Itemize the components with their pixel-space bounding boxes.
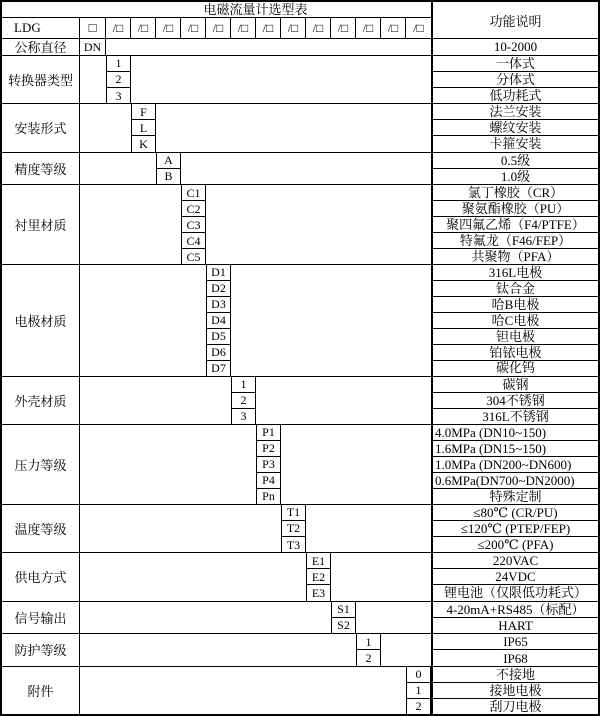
spacer xyxy=(381,634,431,666)
code-column xyxy=(106,56,131,103)
desc-cell: 哈B电极 xyxy=(433,297,598,313)
spacer xyxy=(80,377,231,424)
model-slot-cell: /□ xyxy=(231,18,256,38)
code-cell: C1 xyxy=(182,185,205,201)
code-cell: 3 xyxy=(115,88,122,103)
spacer xyxy=(80,185,181,264)
section-nominal-diameter xyxy=(2,38,598,55)
desc-cell: 锂电池（仅限低功耗式） xyxy=(443,585,587,601)
code-cell: 3 xyxy=(240,409,247,424)
description-column xyxy=(431,185,598,264)
desc-cell: 特氟龙（F46/FEP） xyxy=(433,233,598,249)
code-column xyxy=(156,153,181,185)
code-cell: T3 xyxy=(286,537,301,552)
code-cell: P4 xyxy=(257,473,280,489)
spacer xyxy=(80,553,306,600)
section-accessories xyxy=(2,666,598,714)
section-installation-type xyxy=(2,103,598,151)
model-prefix: LDG xyxy=(2,18,80,38)
code-column xyxy=(80,39,106,55)
desc-cell: 碳钢 xyxy=(433,377,598,393)
code-cell: P2 xyxy=(257,441,280,457)
desc-cell: 0.6MPa(DN700~DN2000) xyxy=(433,473,598,489)
code-cell: C5 xyxy=(186,249,201,264)
desc-cell: 304不锈钢 xyxy=(433,393,598,409)
table-header xyxy=(2,2,598,38)
desc-cell: 铂铱电极 xyxy=(433,345,598,361)
description-column xyxy=(431,265,598,376)
category-label: 温度等级 xyxy=(2,505,80,552)
desc-cell: 低功耗式 xyxy=(489,88,542,104)
category-label: 精度等级 xyxy=(2,153,80,185)
code-cell: 1 xyxy=(357,634,380,650)
code-cell: 2 xyxy=(107,72,130,88)
desc-cell: 特殊定制 xyxy=(489,488,542,504)
category-label: 公称直径 xyxy=(2,39,80,55)
model-slot-cell: /□ xyxy=(356,18,381,38)
section-housing-material xyxy=(2,376,598,424)
category-label: 安装形式 xyxy=(2,104,80,151)
code-column xyxy=(256,425,281,504)
spacer xyxy=(80,602,331,634)
desc-cell: 刮刀电极 xyxy=(489,698,542,714)
section-accuracy-class xyxy=(2,152,598,185)
spacer xyxy=(80,425,256,504)
category-label: 压力等级 xyxy=(2,425,80,504)
model-slot-cell: /□ xyxy=(131,18,156,38)
desc-cell: 1.0MPa (DN200~DN600) xyxy=(433,457,598,473)
model-box-cell: □ xyxy=(80,18,106,38)
model-slot-cell: /□ xyxy=(106,18,131,38)
desc-cell: 0.5级 xyxy=(433,153,598,169)
code-column xyxy=(181,185,206,264)
code-cell: 1 xyxy=(107,56,130,72)
desc-cell: 316L电极 xyxy=(433,265,598,281)
model-code-row xyxy=(2,18,431,38)
spacer xyxy=(206,185,431,264)
desc-cell: 不接地 xyxy=(433,667,598,683)
spacer xyxy=(331,553,431,600)
desc-cell: IP68 xyxy=(503,650,528,666)
code-cell: P1 xyxy=(257,425,280,441)
description-column xyxy=(431,39,598,55)
desc-cell: 钛合金 xyxy=(433,281,598,297)
code-cell: 1 xyxy=(232,377,255,393)
code-cell: 2 xyxy=(415,699,422,714)
desc-cell: 一体式 xyxy=(433,56,598,72)
section-pressure-rating xyxy=(2,424,598,504)
section-temperature-rating xyxy=(2,504,598,552)
code-cell: DN xyxy=(83,39,102,54)
code-cell: D3 xyxy=(207,297,230,313)
spacer xyxy=(231,265,431,376)
code-cell: E3 xyxy=(311,585,326,600)
section-signal-output xyxy=(2,601,598,634)
code-cell: C4 xyxy=(182,233,205,249)
category-label: 外壳材质 xyxy=(2,377,80,424)
code-cell: L xyxy=(132,120,155,136)
spacer xyxy=(106,39,431,55)
model-slot-cell: /□ xyxy=(256,18,281,38)
desc-cell: 哈C电极 xyxy=(433,313,598,329)
desc-cell: HART xyxy=(498,617,533,633)
spacer xyxy=(181,153,431,185)
desc-cell: 24VDC xyxy=(433,569,598,585)
code-cell: K xyxy=(139,136,148,151)
code-cell: E2 xyxy=(307,569,330,585)
desc-cell: 聚氨酯橡胶（PU） xyxy=(433,201,598,217)
spacer xyxy=(156,104,431,151)
description-column xyxy=(431,153,598,185)
desc-cell: 钽电极 xyxy=(433,329,598,345)
spacer xyxy=(356,602,431,634)
spacer xyxy=(80,153,156,185)
code-cell: S2 xyxy=(337,618,350,633)
code-cell: 1 xyxy=(407,683,430,699)
description-column xyxy=(431,667,598,714)
code-column xyxy=(306,553,331,600)
code-cell: B xyxy=(164,169,173,184)
spacer xyxy=(80,56,106,103)
description-column xyxy=(431,553,598,600)
desc-cell: ≤200℃ (PFA) xyxy=(477,537,554,553)
category-label: 附件 xyxy=(2,667,80,714)
model-slot-cell: /□ xyxy=(181,18,206,38)
spacer xyxy=(256,377,431,424)
spacer xyxy=(281,425,431,504)
model-slot-cell: /□ xyxy=(306,18,331,38)
desc-cell: 卡箍安装 xyxy=(489,136,542,152)
code-cell: A xyxy=(157,153,180,169)
description-column xyxy=(431,104,598,151)
category-label: 电极材质 xyxy=(2,265,80,376)
model-slot-cell: /□ xyxy=(206,18,231,38)
desc-cell: 碳化钨 xyxy=(495,360,535,376)
description-column xyxy=(431,634,598,666)
code-cell: 0 xyxy=(407,667,430,683)
spacer xyxy=(80,634,356,666)
section-lining-material xyxy=(2,184,598,264)
code-cell: T2 xyxy=(282,521,305,537)
desc-cell: 分体式 xyxy=(433,72,598,88)
function-description-header: 功能说明 xyxy=(431,2,598,38)
section-converter-type xyxy=(2,55,598,103)
code-cell: D5 xyxy=(207,329,230,345)
spacer xyxy=(80,505,281,552)
desc-cell: 共聚物（PFA） xyxy=(471,249,560,264)
code-cell: D2 xyxy=(207,281,230,297)
desc-cell: 4-20mA+RS485（标配） xyxy=(433,602,598,618)
desc-cell: 4.0MPa (DN10~150) xyxy=(433,425,598,441)
spacer xyxy=(80,104,131,151)
code-column xyxy=(206,265,231,376)
code-cell: T1 xyxy=(282,505,305,521)
spacer xyxy=(131,56,431,103)
section-power-supply xyxy=(2,552,598,600)
category-label: 衬里材质 xyxy=(2,185,80,264)
spacer xyxy=(80,265,206,376)
code-column xyxy=(281,505,306,552)
desc-cell: ≤80℃ (CR/PU) xyxy=(433,505,598,521)
model-slot-cell: /□ xyxy=(331,18,356,38)
description-column xyxy=(431,56,598,103)
desc-cell: ≤120℃ (PTEP/FEP) xyxy=(433,521,598,537)
code-cell: F xyxy=(132,104,155,120)
code-cell: D4 xyxy=(207,313,230,329)
code-column xyxy=(331,602,356,634)
desc-cell: 1.0级 xyxy=(500,168,531,184)
description-column xyxy=(431,505,598,552)
spacer xyxy=(80,667,406,714)
description-column xyxy=(431,602,598,634)
desc-cell: 220VAC xyxy=(433,553,598,569)
code-cell: D7 xyxy=(211,360,226,375)
model-slot-cell: /□ xyxy=(381,18,406,38)
page-title: 电磁流量计选型表 xyxy=(2,2,431,18)
code-cell: S1 xyxy=(332,602,355,618)
model-slot-cell: /□ xyxy=(156,18,181,38)
category-label: 供电方式 xyxy=(2,553,80,600)
description-column xyxy=(431,377,598,424)
section-electrode-material xyxy=(2,264,598,376)
desc-cell: 聚四氟乙烯（F4/PTFE） xyxy=(433,217,598,233)
code-cell: C3 xyxy=(182,217,205,233)
code-cell: E1 xyxy=(307,553,330,569)
desc-cell: 1.6MPa (DN15~150) xyxy=(433,441,598,457)
description-column xyxy=(431,425,598,504)
code-column xyxy=(131,104,156,151)
header-left xyxy=(2,2,431,38)
code-column xyxy=(406,667,431,714)
desc-cell: 螺纹安装 xyxy=(433,120,598,136)
desc-cell: 接地电极 xyxy=(433,683,598,699)
category-label: 转换器类型 xyxy=(2,56,80,103)
category-label: 信号输出 xyxy=(2,602,80,634)
desc-cell: 氯丁橡胶（CR） xyxy=(433,185,598,201)
code-cell: P3 xyxy=(257,457,280,473)
model-slot-cell: /□ xyxy=(281,18,306,38)
desc-cell: 316L不锈钢 xyxy=(482,408,549,424)
code-cell: 2 xyxy=(232,393,255,409)
code-cell: 2 xyxy=(365,651,372,666)
code-cell: Pn xyxy=(262,489,275,504)
code-cell: D6 xyxy=(207,345,230,361)
desc-cell: 法兰安装 xyxy=(433,104,598,120)
desc-cell: IP65 xyxy=(433,634,598,650)
code-column xyxy=(356,634,381,666)
section-protection-rating xyxy=(2,633,598,666)
code-cell: C2 xyxy=(182,201,205,217)
category-label: 防护等级 xyxy=(2,634,80,666)
desc-cell: 10-2000 xyxy=(493,39,538,55)
code-cell: D1 xyxy=(207,265,230,281)
spacer xyxy=(306,505,431,552)
model-slot-cell: /□ xyxy=(413,20,424,35)
code-column xyxy=(231,377,256,424)
